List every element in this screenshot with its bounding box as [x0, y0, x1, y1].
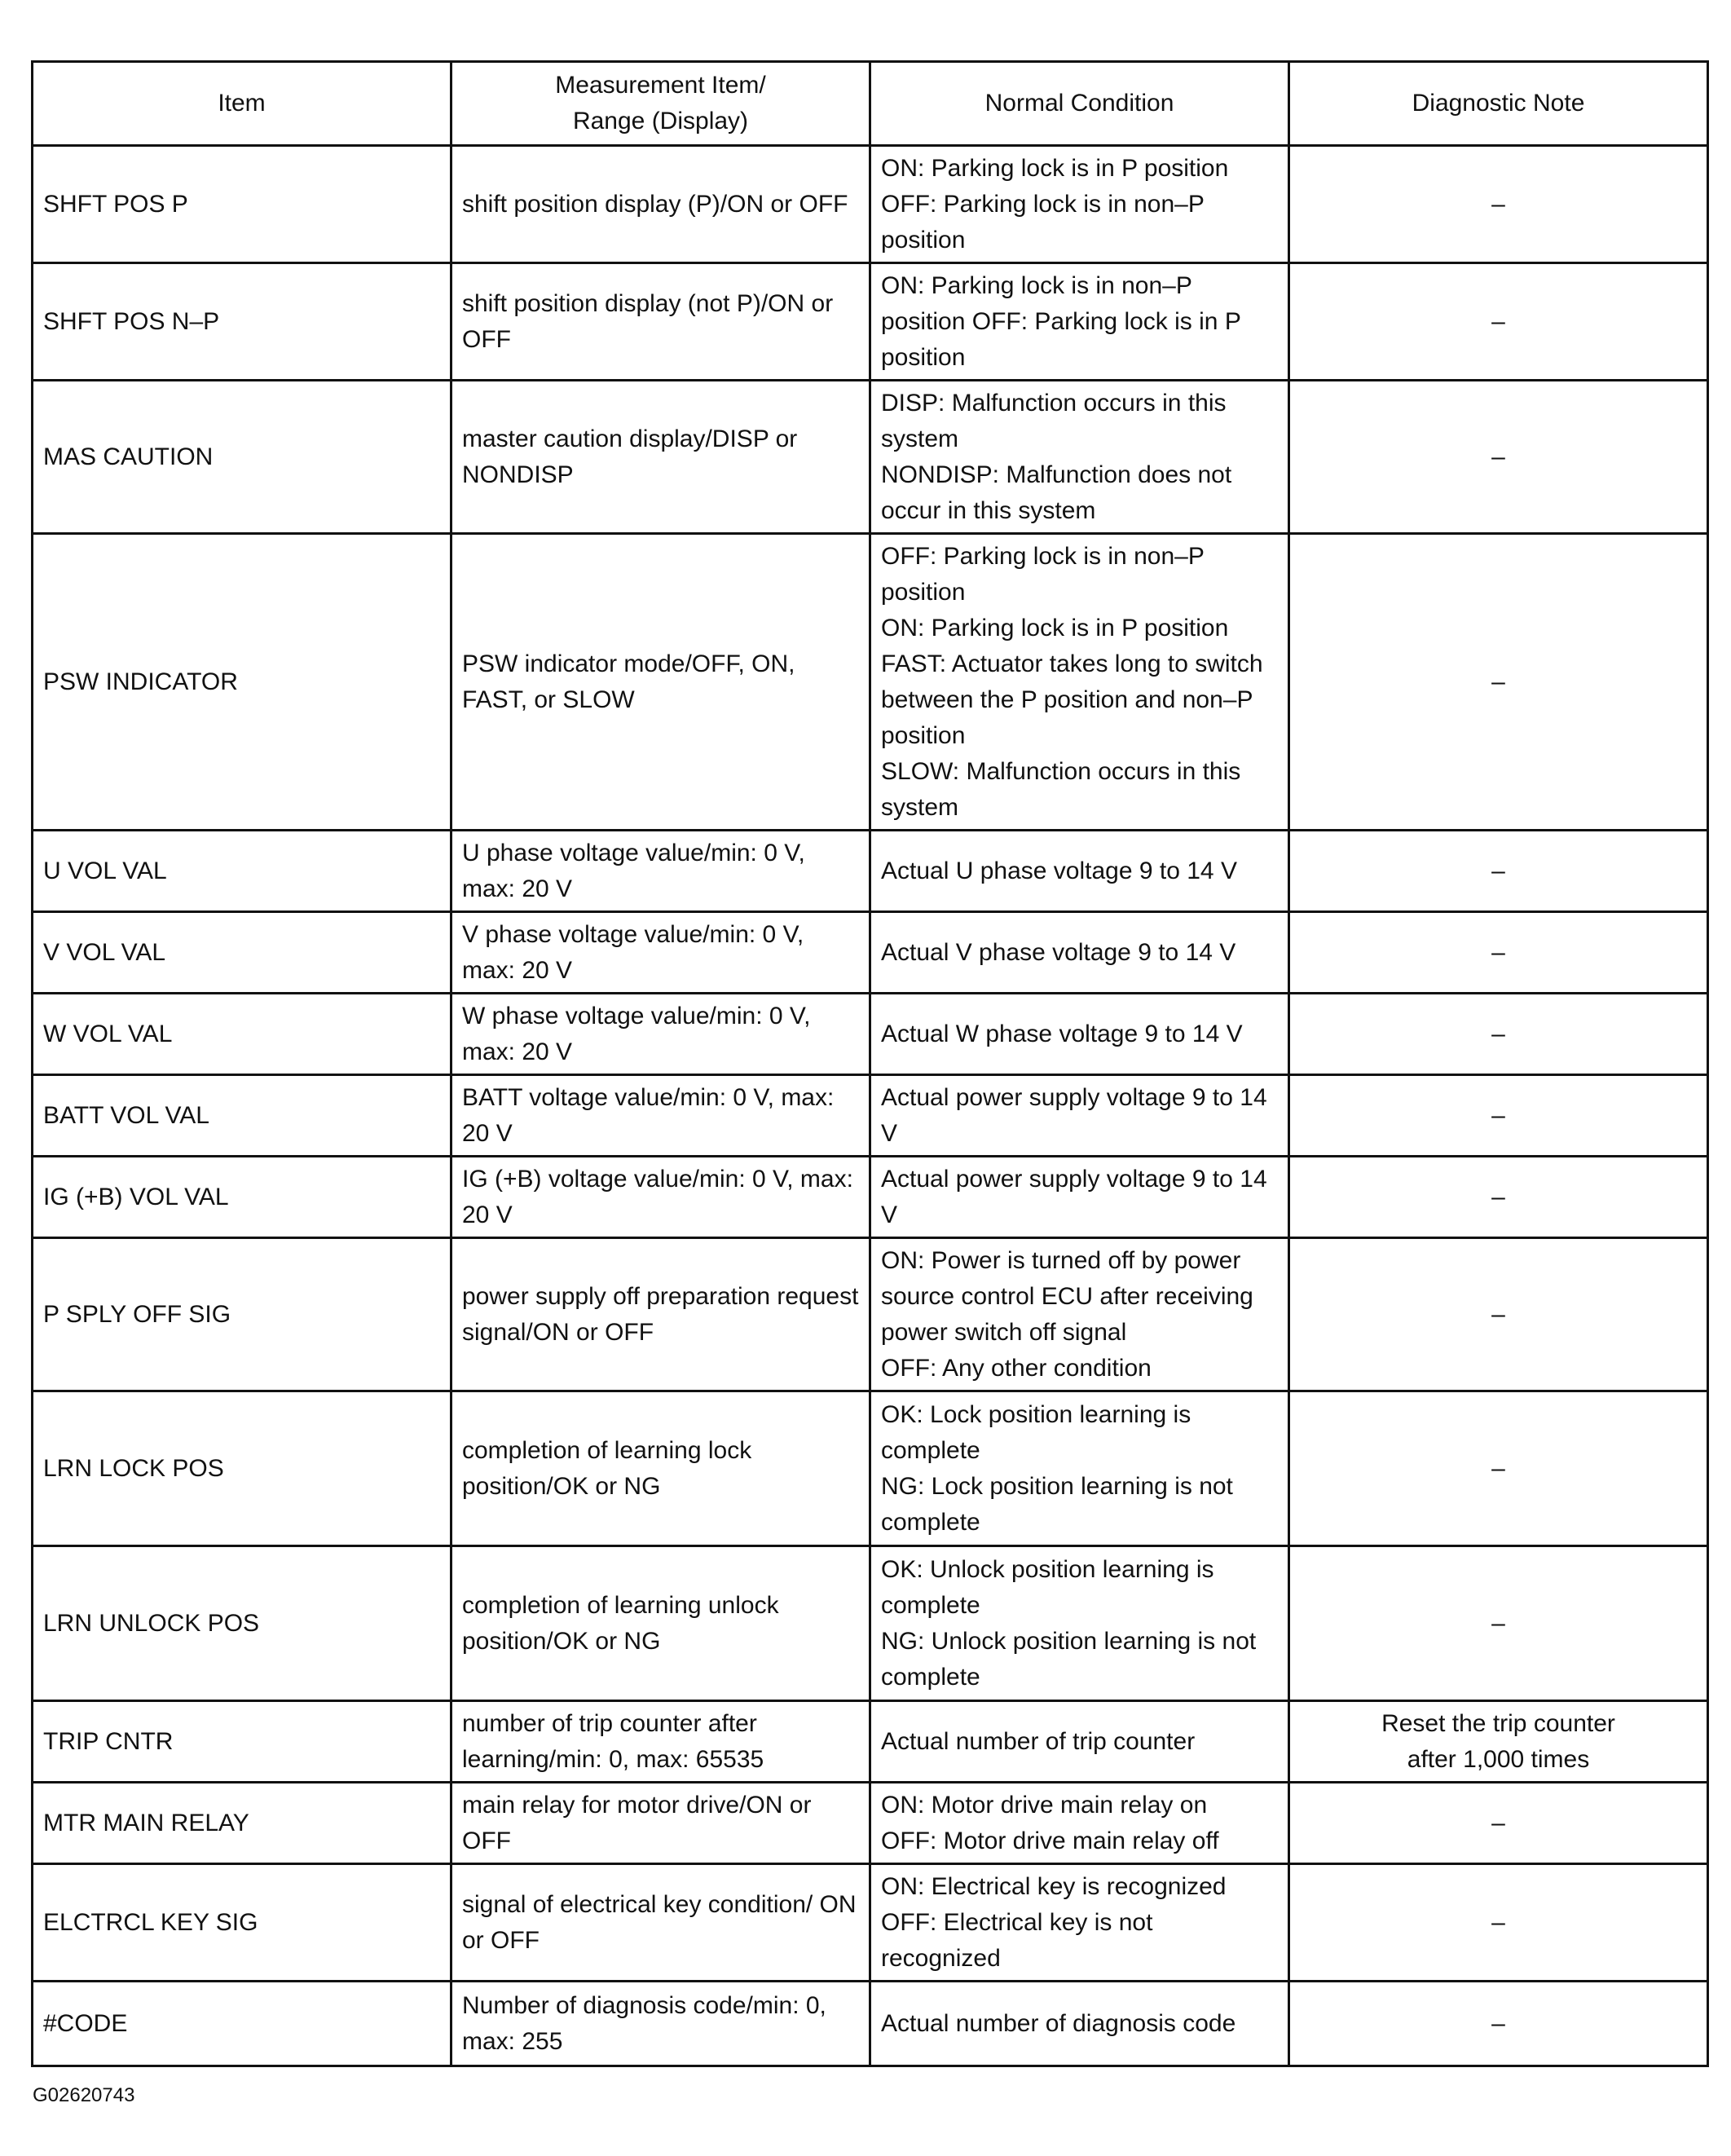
- cell-item: U VOL VAL: [33, 831, 451, 912]
- diagnostic-note-line: –: [1491, 1101, 1505, 1129]
- table-row: [33, 831, 1708, 912]
- normal-condition-line: OFF: Parking lock is in non–P position: [881, 542, 1205, 606]
- normal-condition-line: OFF: Motor drive main relay off: [881, 1827, 1219, 1854]
- cell-normal-condition: [870, 1864, 1289, 1982]
- header-measurement-item: Measurement Item/ Range (Display): [451, 62, 870, 146]
- normal-condition-line: Actual number of trip counter: [881, 1727, 1196, 1755]
- cell-diagnostic-note: [1289, 1157, 1708, 1238]
- cell-measurement: signal of electrical key condition/ ON or OFF: [451, 1864, 870, 1982]
- diagnostic-note-line: –: [1491, 307, 1505, 335]
- normal-condition-line: NG: Unlock position learning is not complete: [881, 1627, 1257, 1691]
- cell-measurement: master caution display/DISP or NONDISP: [451, 381, 870, 534]
- table-row: [33, 381, 1708, 534]
- normal-condition-line: OFF: Any other condition: [881, 1354, 1152, 1382]
- normal-condition-line: ON: Parking lock is in P position: [881, 154, 1229, 182]
- normal-condition-line: NG: Lock position learning is not complete: [881, 1472, 1233, 1536]
- cell-measurement: number of trip counter after learning/min: 0, max: 65535: [451, 1701, 870, 1783]
- diagnostic-note-line: –: [1491, 2009, 1505, 2037]
- cell-diagnostic-note: [1289, 912, 1708, 994]
- cell-normal-condition: [870, 1546, 1289, 1701]
- cell-normal-condition: [870, 1701, 1289, 1783]
- cell-diagnostic-note: [1289, 146, 1708, 263]
- cell-measurement: main relay for motor drive/ON or OFF: [451, 1783, 870, 1864]
- cell-item: PSW INDICATOR: [33, 534, 451, 831]
- diagnostic-note-line: –: [1491, 857, 1505, 884]
- cell-normal-condition: [870, 534, 1289, 831]
- cell-item: TRIP CNTR: [33, 1701, 451, 1783]
- cell-measurement: shift position display (not P)/ON or OFF: [451, 263, 870, 381]
- table-row: [33, 1701, 1708, 1783]
- normal-condition-line: OFF: Electrical key is not recognized: [881, 1908, 1153, 1972]
- diagnostic-note-line: –: [1491, 1454, 1505, 1482]
- header-normal-condition: Normal Condition: [870, 62, 1289, 146]
- normal-condition-line: Actual W phase voltage 9 to 14 V: [881, 1020, 1243, 1047]
- cell-normal-condition: [870, 1391, 1289, 1546]
- normal-condition-line: DISP: Malfunction occurs in this system: [881, 389, 1227, 452]
- diagnostic-note-line: –: [1491, 1020, 1505, 1047]
- diagnostic-note-line: –: [1491, 190, 1505, 218]
- header-item: Item: [33, 62, 451, 146]
- table-row: [33, 912, 1708, 994]
- cell-diagnostic-note: [1289, 1238, 1708, 1391]
- cell-normal-condition: [870, 1238, 1289, 1391]
- cell-measurement: Number of diagnosis code/min: 0, max: 255: [451, 1982, 870, 2066]
- normal-condition-line: OK: Unlock position learning is complete: [881, 1555, 1214, 1619]
- cell-item: MTR MAIN RELAY: [33, 1783, 451, 1864]
- cell-item: MAS CAUTION: [33, 381, 451, 534]
- cell-diagnostic-note: [1289, 1783, 1708, 1864]
- cell-normal-condition: [870, 1075, 1289, 1157]
- cell-measurement: IG (+B) voltage value/min: 0 V, max: 20 V: [451, 1157, 870, 1238]
- cell-item: #CODE: [33, 1982, 451, 2066]
- cell-item: V VOL VAL: [33, 912, 451, 994]
- cell-normal-condition: [870, 994, 1289, 1075]
- cell-diagnostic-note: [1289, 1546, 1708, 1701]
- normal-condition-line: ON: Power is turned off by power source control ECU after receiving power switch off signal: [881, 1246, 1253, 1346]
- cell-diagnostic-note: [1289, 1982, 1708, 2066]
- cell-item: P SPLY OFF SIG: [33, 1238, 451, 1391]
- table-row: [33, 1546, 1708, 1701]
- cell-measurement: completion of learning lock position/OK or NG: [451, 1391, 870, 1546]
- cell-diagnostic-note: [1289, 994, 1708, 1075]
- table-row: [33, 1157, 1708, 1238]
- table-row: [33, 1982, 1708, 2066]
- cell-normal-condition: [870, 381, 1289, 534]
- diagnostic-note-line: –: [1491, 1300, 1505, 1328]
- cell-diagnostic-note: [1289, 534, 1708, 831]
- diagnostic-note-line: –: [1491, 1908, 1505, 1936]
- cell-item: BATT VOL VAL: [33, 1075, 451, 1157]
- normal-condition-line: OFF: Parking lock is in non–P position: [881, 190, 1205, 254]
- cell-diagnostic-note: [1289, 1864, 1708, 1982]
- normal-condition-line: OK: Lock position learning is complete: [881, 1400, 1191, 1464]
- cell-item: ELCTRCL KEY SIG: [33, 1864, 451, 1982]
- cell-measurement: W phase voltage value/min: 0 V, max: 20 V: [451, 994, 870, 1075]
- cell-diagnostic-note: [1289, 1701, 1708, 1783]
- normal-condition-line: FAST: Actuator takes long to switch between the P position and non–P position: [881, 650, 1263, 749]
- cell-item: IG (+B) VOL VAL: [33, 1157, 451, 1238]
- normal-condition-line: Actual U phase voltage 9 to 14 V: [881, 857, 1237, 884]
- normal-condition-line: Actual power supply voltage 9 to 14 V: [881, 1165, 1267, 1228]
- normal-condition-line: ON: Parking lock is in non–P position OFF: Parking lock is in P position: [881, 271, 1241, 371]
- cell-normal-condition: [870, 912, 1289, 994]
- cell-item: LRN UNLOCK POS: [33, 1546, 451, 1701]
- table-header-row: [33, 62, 1708, 146]
- cell-normal-condition: [870, 263, 1289, 381]
- cell-measurement: PSW indicator mode/OFF, ON, FAST, or SLOW: [451, 534, 870, 831]
- cell-normal-condition: [870, 1157, 1289, 1238]
- table-row: [33, 534, 1708, 831]
- diagnostic-note-line: –: [1491, 1183, 1505, 1210]
- table-row: [33, 1864, 1708, 1982]
- cell-normal-condition: [870, 146, 1289, 263]
- cell-normal-condition: [870, 831, 1289, 912]
- cell-measurement: U phase voltage value/min: 0 V, max: 20 V: [451, 831, 870, 912]
- header-diagnostic-note: Diagnostic Note: [1289, 62, 1708, 146]
- diagnostic-note-line: after 1,000 times: [1407, 1745, 1590, 1773]
- diagnostic-note-line: Reset the trip counter: [1381, 1709, 1615, 1737]
- cell-normal-condition: [870, 1982, 1289, 2066]
- cell-measurement: shift position display (P)/ON or OFF: [451, 146, 870, 263]
- normal-condition-line: Actual power supply voltage 9 to 14 V: [881, 1083, 1267, 1147]
- table-row: [33, 263, 1708, 381]
- cell-measurement: power supply off preparation request signal/ON or OFF: [451, 1238, 870, 1391]
- figure-code: G02620743: [33, 2084, 135, 2106]
- table-row: [33, 1391, 1708, 1546]
- diagnostic-table-container: [31, 60, 1707, 2067]
- cell-diagnostic-note: [1289, 263, 1708, 381]
- cell-measurement: completion of learning unlock position/OK or NG: [451, 1546, 870, 1701]
- cell-diagnostic-note: [1289, 1391, 1708, 1546]
- cell-item: SHFT POS P: [33, 146, 451, 263]
- diagnostic-note-line: –: [1491, 443, 1505, 470]
- table-row: [33, 1783, 1708, 1864]
- normal-condition-line: Actual number of diagnosis code: [881, 2009, 1236, 2037]
- diagnostic-note-line: –: [1491, 1809, 1505, 1836]
- normal-condition-line: ON: Electrical key is recognized: [881, 1872, 1227, 1900]
- cell-item: W VOL VAL: [33, 994, 451, 1075]
- cell-item: LRN LOCK POS: [33, 1391, 451, 1546]
- cell-diagnostic-note: [1289, 831, 1708, 912]
- table-row: [33, 146, 1708, 263]
- diagnostic-note-line: –: [1491, 1609, 1505, 1637]
- table-row: [33, 994, 1708, 1075]
- table-row: [33, 1238, 1708, 1391]
- cell-item: SHFT POS N–P: [33, 263, 451, 381]
- normal-condition-line: ON: Motor drive main relay on: [881, 1791, 1208, 1819]
- normal-condition-line: Actual V phase voltage 9 to 14 V: [881, 938, 1236, 966]
- cell-normal-condition: [870, 1783, 1289, 1864]
- cell-measurement: V phase voltage value/min: 0 V, max: 20 V: [451, 912, 870, 994]
- diagnostic-data-table: [31, 60, 1709, 2067]
- table-row: [33, 1075, 1708, 1157]
- normal-condition-line: SLOW: Malfunction occurs in this system: [881, 757, 1241, 821]
- normal-condition-line: NONDISP: Malfunction does not occur in this system: [881, 461, 1232, 524]
- table-body: [33, 146, 1708, 2066]
- cell-diagnostic-note: [1289, 1075, 1708, 1157]
- cell-measurement: BATT voltage value/min: 0 V, max: 20 V: [451, 1075, 870, 1157]
- cell-diagnostic-note: [1289, 381, 1708, 534]
- diagnostic-note-line: –: [1491, 668, 1505, 695]
- normal-condition-line: ON: Parking lock is in P position: [881, 614, 1229, 642]
- diagnostic-note-line: –: [1491, 938, 1505, 966]
